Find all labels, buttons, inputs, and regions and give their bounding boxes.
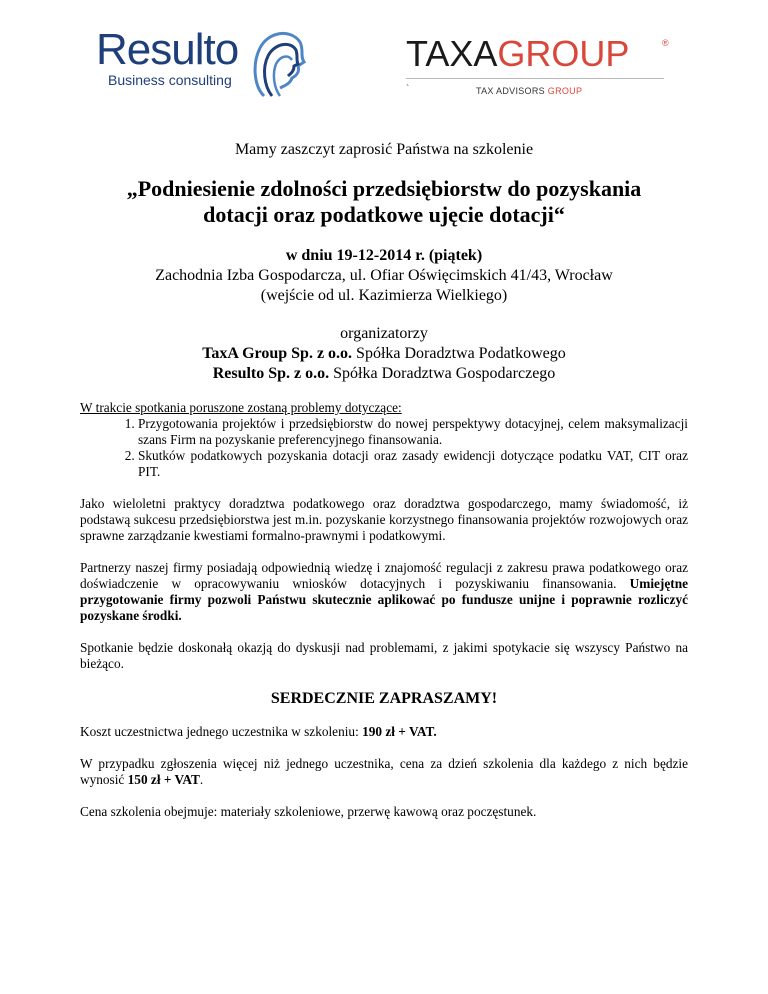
cost-multiple-text: W przypadku zgłoszenia więcej niż jednego uczestnika, cena za dzień szkolenia dla każdego z nich będzie wynosić <box>80 756 688 787</box>
logo-divider <box>406 78 664 79</box>
profile-heads-icon <box>250 26 306 98</box>
header-logos <box>0 0 768 110</box>
taxa-group-wordmark <box>406 33 630 74</box>
organizer-1 <box>80 344 688 364</box>
cost-single <box>80 724 688 740</box>
paragraph-partners <box>80 560 688 624</box>
price-includes: Cena szkolenia obejmuje: materiały szkoleniowe, przerwę kawową oraz poczęstunek. <box>80 804 537 819</box>
taxa-wordmark-part1: TAXA <box>406 33 498 74</box>
list-item: 2. Skutków podatkowych pozyskania dotacji oraz zasady ewidencji dotyczące podatku VAT, CIT oraz PIT. <box>138 448 688 480</box>
training-title-line-2: dotacji oraz podatkowe ujęcie dotacji“ <box>203 202 565 227</box>
training-title-line-1: „Podniesienie zdolności przedsiębiorstw do pozyskania <box>126 176 642 201</box>
event-entrance: (wejście od ul. Kazimierza Wielkiego) <box>260 287 508 304</box>
resulto-logo-tagline: Business consulting <box>108 72 232 88</box>
taxa-wordmark-part2: GROUP <box>497 33 630 74</box>
organizers <box>80 324 688 384</box>
topics-heading: W trakcie spotkania poruszone zostaną problemy dotyczące: <box>80 400 402 415</box>
paragraph-meeting: Spotkanie będzie doskonałą okazją do dyskusji nad problemami, z jakimi spotykacie się wszyscy Państwo na bieżąco. <box>80 640 688 671</box>
organizer-2-desc: Spółka Doradztwa Gospodarczego <box>329 365 556 382</box>
cost-multiple-price: 150 zł + VAT <box>127 772 200 787</box>
cost-single-text: Koszt uczestnictwa jednego uczestnika w szkoleniu: <box>80 724 363 739</box>
cost-single-price: 190 zł + VAT. <box>362 724 437 739</box>
event-place: Zachodnia Izba Gospodarcza, ul. Ofiar Oświęcimskich 41/43, Wrocław <box>155 267 613 284</box>
paragraph-partners-bold: Umiejętne przygotowanie firmy pozwoli Państwu skutecznie aplikować po fundusze unijne i poprawnie rozliczyć pozyskane środki. <box>80 576 688 623</box>
list-item: 1. Przygotowania projektów i przedsiębiorstw do nowej perspektywy dotacyjnej, celem maksymalizacji szans Firm na pozyskanie preferencyjnego finansowania. <box>138 416 688 448</box>
organizer-2-name: Resulto Sp. z o.o. <box>212 365 330 382</box>
paragraph-experience: Jako wieloletni praktycy doradztwa podatkowego oraz doradztwa gospodarczego, mamy świadomość, iż podstawą sukcesu przedsiębiorstwa jest m.in. pozyskanie korzystnego finansowania projektów rozwojowych oraz sprawne zarządzanie kwestiami formalno-prawnymi i podatkowymi. <box>80 496 688 543</box>
invitation-line: Mamy zaszczyt zaprosić Państwa na szkolenie <box>234 141 534 158</box>
organizer-2 <box>80 364 688 384</box>
organizer-1-name: TaxA Group Sp. z o.o. <box>202 345 353 362</box>
paragraph-partners-text: Partnerzy naszej firmy posiadają odpowiednią wiedzę i znajomość regulacji z zakresu prawa podatkowego oraz doświadczenie w opracowywaniu wniosków dotacyjnych i pozyskiwaniu finansowania. <box>80 560 688 591</box>
topics-list <box>80 416 688 480</box>
taxa-subtitle-part1: TAX ADVISORS <box>476 86 548 96</box>
closing-invitation: SERDECZNIE ZAPRASZAMY! <box>270 690 498 707</box>
event-details <box>80 246 688 306</box>
taxa-subtitle-part2: GROUP <box>547 86 583 96</box>
training-title <box>80 176 688 228</box>
document-body <box>80 140 688 820</box>
logo-tick: ` <box>406 84 410 95</box>
organizer-1-desc: Spółka Doradztwa Podatkowego <box>352 345 566 362</box>
registered-mark: ® <box>662 38 669 48</box>
resulto-logo <box>96 26 316 100</box>
cost-multiple-tail: . <box>199 772 204 787</box>
topics-section <box>80 400 688 480</box>
organizers-label: organizatorzy <box>340 325 428 342</box>
resulto-logo-name: Resulto <box>96 25 239 74</box>
taxa-group-logo <box>406 33 696 106</box>
cost-multiple <box>80 756 688 788</box>
taxa-group-subtitle <box>476 86 582 96</box>
event-date: w dniu 19-12-2014 r. (piątek) <box>285 247 483 264</box>
